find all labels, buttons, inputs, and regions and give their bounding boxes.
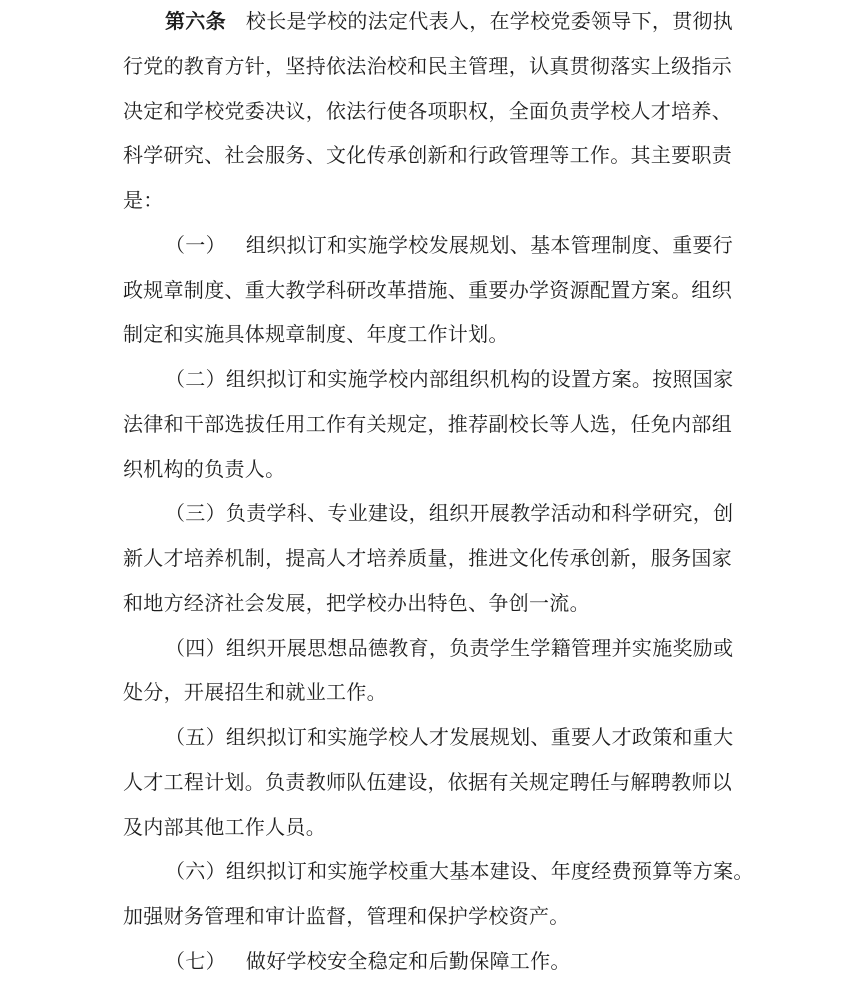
text-line: 处分，开展招生和就业工作。 [123, 682, 387, 705]
paragraph-6 [123, 716, 732, 850]
paragraph-3 [123, 358, 732, 492]
text-line: 人才工程计划。负责教师队伍建设，依据有关规定聘任与解聘教师以 [123, 771, 732, 794]
item-number-label: （五） [165, 727, 226, 749]
text-line: 和地方经济社会发展，把学校办出特色、争创一流。 [123, 592, 590, 615]
text-line: 法律和干部选拔任用工作有关规定，推荐副校长等人选，任免内部组 [123, 413, 732, 436]
paragraph-4 [123, 492, 732, 626]
text-line: （六）组织拟订和实施学校重大基本建设、年度经费预算等方案。 [123, 850, 732, 895]
text-line: 科学研究、社会服务、文化传承创新和行政管理等工作。其主要职责 [123, 145, 732, 168]
item-number-label: （七） [165, 950, 226, 973]
text-line: （七） 做好学校安全稳定和后勤保障工作。 [123, 940, 732, 985]
text-line: 加强财务管理和审计监督，管理和保护学校资产。 [123, 906, 570, 928]
text-line: （三）负责学科、专业建设，组织开展教学活动和科学研究，创 [123, 492, 732, 537]
text-line: 决定和学校党委决议，依法行使各项职权，全面负责学校人才培养、 [123, 100, 732, 123]
text-line: （二）组织拟订和实施学校内部组织机构的设置方案。按照国家 [123, 358, 732, 403]
text-line: 新人才培养机制，提高人才培养质量，推进文化传承创新，服务国家 [123, 548, 732, 570]
text-line: 政规章制度、重大教学科研改革措施、重要办学资源配置方案。组织 [123, 279, 732, 302]
text-line: 是： [123, 190, 164, 212]
text-line: 行党的教育方针，坚持依法治校和民主管理，认真贯彻落实上级指示 [123, 55, 732, 78]
paragraph-8 [123, 940, 732, 985]
item-number-label: （一） [165, 234, 226, 257]
item-number-label: （三） [165, 503, 226, 526]
paragraph-7 [123, 850, 754, 940]
text-line: 及内部其他工作人员。 [123, 816, 326, 839]
item-number-label: （六） [165, 861, 226, 884]
article-number-label: 第六条 [165, 11, 226, 33]
paragraph-5 [123, 627, 732, 717]
paragraph-2 [123, 224, 732, 358]
text-line: 织机构的负责人。 [123, 458, 286, 481]
text-line: （五）组织拟订和实施学校人才发展规划、重要人才政策和重大 [123, 716, 732, 761]
item-number-label: （二） [165, 369, 226, 391]
text-line: （四）组织开展思想品德教育，负责学生学籍管理并实施奖励或 [123, 627, 732, 672]
paragraph-1 [123, 0, 732, 224]
item-number-label: （四） [165, 637, 226, 660]
text-line: （一） 组织拟订和实施学校发展规划、基本管理制度、重要行 [123, 224, 732, 269]
text-line: 制定和实施具体规章制度、年度工作计划。 [123, 324, 509, 347]
text-line: 第六条 校长是学校的法定代表人，在学校党委领导下，贯彻执 [123, 0, 732, 45]
